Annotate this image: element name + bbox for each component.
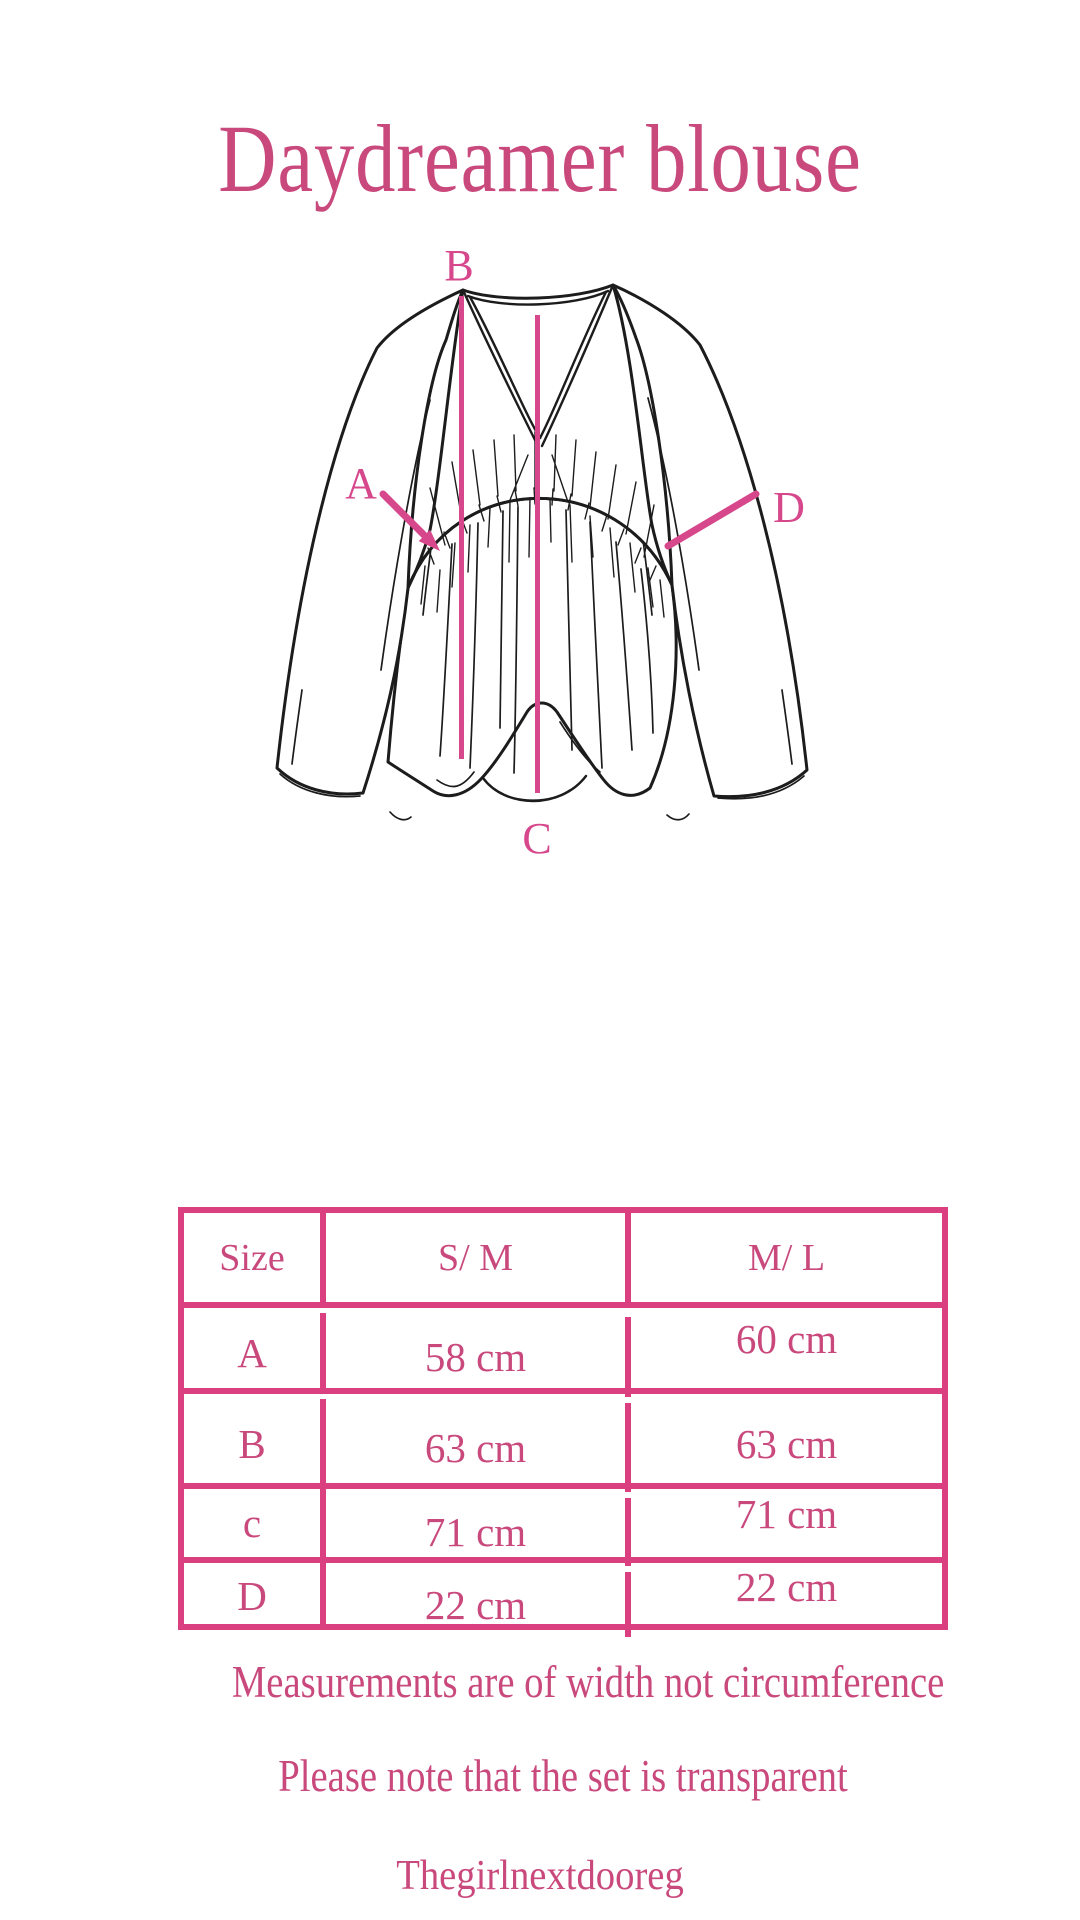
value-sm: 22 cm (326, 1572, 631, 1637)
table-row-b (184, 1388, 942, 1483)
note-line-1: Measurements are of width not circumference (231, 1657, 945, 1707)
value-sm: 58 cm (326, 1317, 631, 1397)
size-table (178, 1207, 948, 1630)
measure-label-a: A (345, 459, 377, 508)
measure-label-c: C (522, 814, 552, 863)
value-sm: 63 cm (326, 1403, 631, 1492)
value-ml: 60 cm (735, 1316, 838, 1362)
note-line-2: Please note that the set is transparent (278, 1751, 848, 1801)
row-label: B (184, 1399, 326, 1488)
row-label: D (184, 1563, 326, 1628)
table-row-c (184, 1483, 942, 1557)
table-header-row (184, 1213, 942, 1302)
value-ml: 71 cm (735, 1491, 838, 1537)
row-label: A (184, 1313, 326, 1393)
header-ml: M/ L (747, 1236, 826, 1279)
measure-label-b: B (444, 241, 474, 290)
value-sm: 71 cm (326, 1498, 631, 1566)
brand-footer: Thegirlnextdooreg (396, 1853, 684, 1899)
row-label: c (184, 1489, 326, 1557)
measurement-notes (178, 1657, 948, 1801)
value-ml: 63 cm (735, 1420, 838, 1467)
measure-label-d: D (773, 483, 805, 532)
header-sm: S/ M (326, 1213, 631, 1302)
value-ml: 22 cm (735, 1563, 838, 1610)
header-size: Size (184, 1213, 326, 1302)
table-row-d (184, 1557, 942, 1628)
table-row-a (184, 1302, 942, 1388)
page-title: Daydreamer blouse (218, 105, 862, 212)
